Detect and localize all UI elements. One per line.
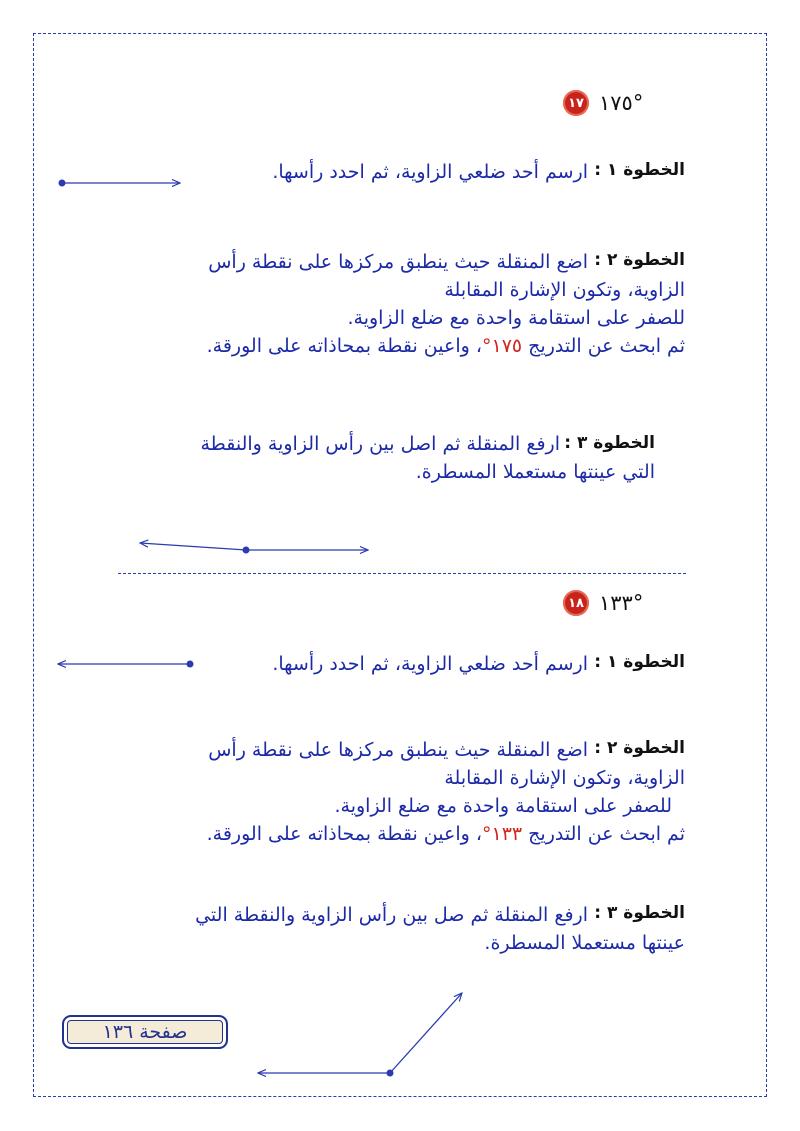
step-2-label: الخطوة ٢ : xyxy=(594,738,685,758)
step-2-line-1: اضع المنقلة حيث ينطبق مركزها على نقطة رأس xyxy=(208,251,588,273)
degree-highlight: ١٧٥° xyxy=(481,335,523,357)
step-1-text: ارسم أحد ضلعي الزاوية، ثم احدد رأسها. xyxy=(272,161,588,183)
vertex-point xyxy=(187,661,194,668)
step-3-label: الخطوة ٣ : xyxy=(564,433,655,453)
step-2-line-4: ثم ابحث عن التدريج ١٧٥°، واعين نقطة بمحاذاته على الورقة. xyxy=(206,335,685,357)
angle-value: °١٧٥ xyxy=(599,91,644,115)
angle-17-step1-ray xyxy=(59,180,181,187)
step-2-label: الخطوة ٢ : xyxy=(594,250,685,270)
step-2-line-2: الزاوية، وتكون الإشارة المقابلة xyxy=(444,767,685,789)
vertex-point xyxy=(387,1070,394,1077)
step-1-label: الخطوة ١ : xyxy=(594,160,685,180)
problem-number-badge: ١٨ xyxy=(563,590,589,616)
step-2-line-4: ثم ابحث عن التدريج ١٣٣°، واعين نقطة بمحاذاته على الورقة. xyxy=(206,823,685,845)
angle-17-drawn xyxy=(140,543,368,554)
step-2-line-2: الزاوية، وتكون الإشارة المقابلة xyxy=(444,279,685,301)
step-3-line-2: عينتها مستعملا المسطرة. xyxy=(484,932,685,954)
angle-18-drawn xyxy=(258,993,462,1077)
step-1-text: ارسم أحد ضلعي الزاوية، ثم احدد رأسها. xyxy=(272,653,588,675)
step-3-label: الخطوة ٣ : xyxy=(594,903,685,923)
step-2-line-1: اضع المنقلة حيث ينطبق مركزها على نقطة رأس xyxy=(208,739,588,761)
degree-highlight: ١٣٣° xyxy=(481,823,523,845)
problem-number-badge: ١٧ xyxy=(563,90,589,116)
step-3-line-2: التي عينتها مستعملا المسطرة. xyxy=(415,461,655,483)
step-3-line-1: ارفع المنقلة ثم صل بين رأس الزاوية والنقطة التي xyxy=(195,904,588,926)
vertex-point xyxy=(59,180,66,187)
step-1-label: الخطوة ١ : xyxy=(594,652,685,672)
page-number-badge: صفحة ١٣٦ xyxy=(62,1015,228,1049)
step-2-line-3: للصفر على استقامة واحدة مع ضلع الزاوية. xyxy=(334,795,672,817)
angle-value: °١٣٣ xyxy=(599,591,644,615)
vertex-point xyxy=(243,547,250,554)
step-3-line-1: ارفع المنقلة ثم اصل بين رأس الزاوية والنقطة xyxy=(200,433,560,455)
angle-18-step1-ray xyxy=(58,661,194,668)
step-2-line-3: للصفر على استقامة واحدة مع ضلع الزاوية. xyxy=(347,307,685,329)
